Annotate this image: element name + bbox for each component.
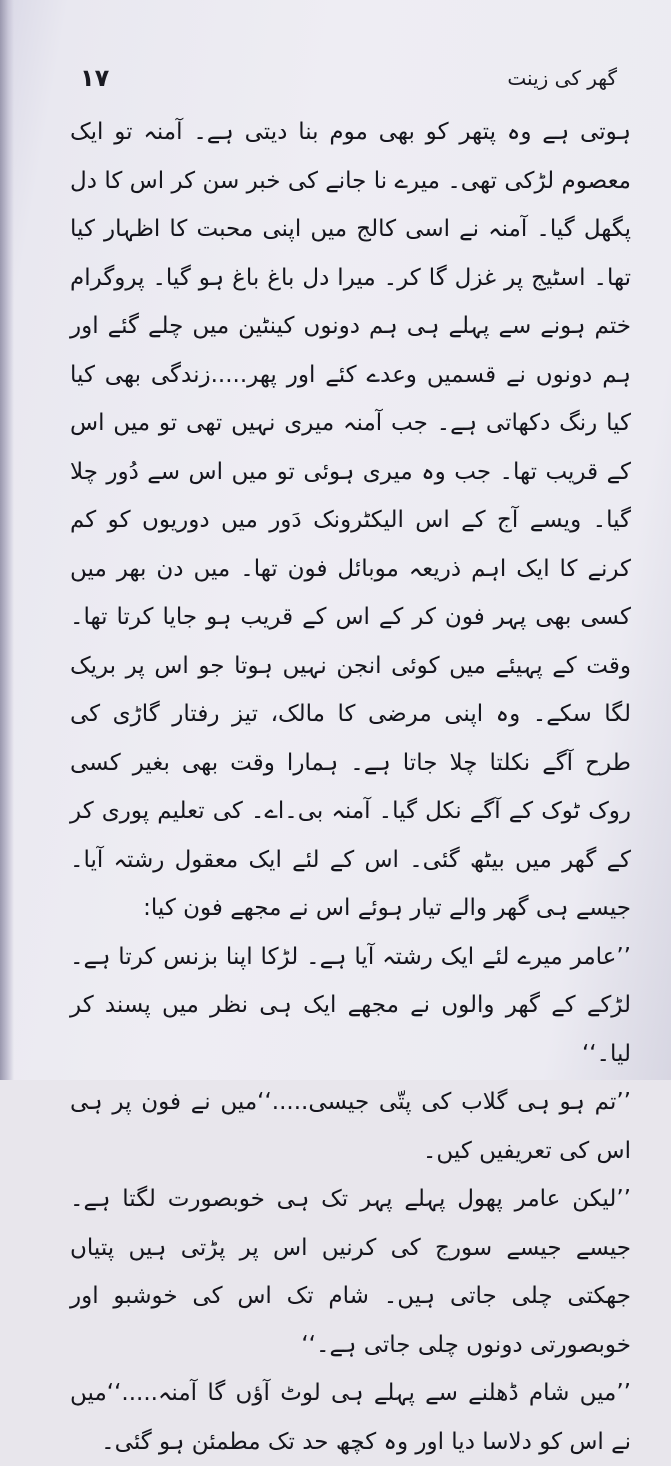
paragraph-dialogue-amna-proposal: ’’عامر میرے لئے ایک رشتہ آیا ہے۔ لڑکا اپنا بزنس کرتا ہے۔ لڑکے کے گھر والوں نے مجھے ایک ہی نظر میں پسند کر لیا۔‘‘ bbox=[70, 943, 631, 1067]
book-spine-shadow bbox=[0, 0, 14, 1080]
body-text bbox=[70, 108, 631, 1466]
page-number: ۱۷ bbox=[80, 64, 110, 92]
paragraph-dialogue-return: ’’میں شام ڈھلنے سے پہلے ہی لوٹ آؤں گا آمنہ.....‘‘میں نے اس کو دلاسا دیا اور وہ کچھ حد تک مطمئن ہو گئی۔ bbox=[70, 1380, 631, 1455]
paragraph-dialogue-flower: ’’لیکن عامر پھول پہلے پہر تک ہی خوبصورت لگتا ہے۔ جیسے جیسے سورج کی کرنیں اس پر پڑتی ہیں پتیاں جھکتی چلی جاتی ہیں۔ شام تک اس کی خوشبو اور خوبصورتی دونوں چلی جاتی ہے۔‘‘ bbox=[70, 1186, 631, 1358]
running-title: گھر کی زینت bbox=[507, 66, 617, 90]
page-header bbox=[70, 64, 625, 104]
paragraph-narration: ہوتی ہے وہ پتھر کو بھی موم بنا دیتی ہے۔ آمنہ تو ایک معصوم لڑکی تھی۔ میرے نا جانے کی خبر سن کر اس کا دل پگھل گیا۔ آمنہ نے اسی کالج میں اپنی محبت کا اظہار کیا تھا۔ اسٹیج پر غزل گا کر۔ میرا دل باغ باغ ہو گیا۔ پروگرام ختم ہونے سے پہلے ہی ہم دونوں کینٹین میں چلے گئے اور ہم دونوں نے قسمیں وعدے کئے اور پھر.....زندگی بھی کیا کیا رنگ دکھاتی ہے۔ جب آمنہ میری نہیں تھی تو میں اس کے قریب تھا۔ جب وہ میری ہوئی تو میں اس سے دُور چلا گیا۔ ویسے آج کے اس الیکٹرونک دَور میں دوریوں کو کم کرنے کا ایک اہم ذریعہ موبائل فون تھا۔ میں دن بھر میں کسی بھی پہر فون کر کے اس کے قریب ہو جایا کرتا تھا۔ وقت کے پہیئے میں کوئی انجن نہیں ہوتا جو اس پر بریک لگا سکے۔ وہ اپنی مرضی کا مالک، تیز رفتار گاڑی کی طرح آگے نکلتا چلا جاتا ہے۔ ہمارا وقت بھی بغیر کسی روک ٹوک کے آگے نکل گیا۔ آمنہ بی۔اے۔ کی تعلیم پوری کر کے گھر میں بیٹھ گئی۔ اس کے لئے ایک معقول رشتہ آیا۔ جیسے ہی گھر والے تیار ہوئے اس نے مجھے فون کیا: bbox=[70, 119, 631, 921]
paragraph-dialogue-rose-petal: ’’تم ہو ہی گلاب کی پتّی جیسی.....‘‘میں نے فون پر ہی اس کی تعریفیں کیں۔ bbox=[70, 1089, 631, 1164]
